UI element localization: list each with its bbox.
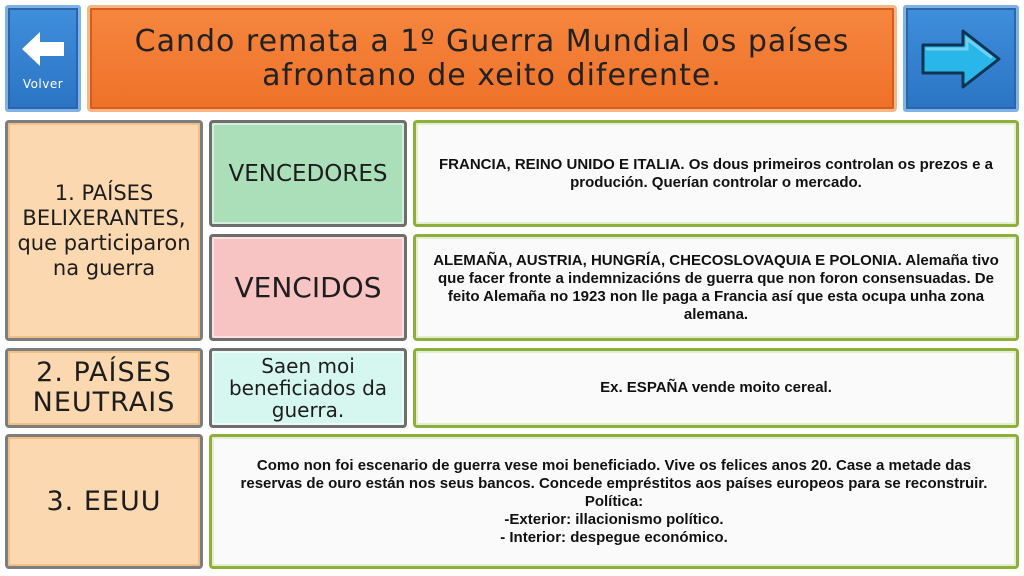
- next-button[interactable]: [903, 5, 1019, 112]
- back-button-label: Volver: [22, 76, 64, 91]
- neutral-countries-label: 2. PAÍSES NEUTRAIS: [5, 348, 203, 428]
- losers-text: ALEMAÑA, AUSTRIA, HUNGRÍA, CHECOSLOVAQUIA E POLONIA. Alemaña tivo que facer fronte a indemnizacións de guerra que non foron consensuadas. De feito Alemaña no 1923 non lle paga a Francia así que esta ocupa unha zona alemana.: [413, 234, 1019, 341]
- neutral-countries-note: Saen moi beneficiados da guerra.: [209, 348, 407, 428]
- losers-label: VENCIDOS: [209, 234, 407, 341]
- usa-label: 3. EEUU: [5, 434, 203, 569]
- page-title: Cando remata a 1º Guerra Mundial os países afrontano de xeito diferente.: [87, 5, 897, 112]
- neutral-countries-text: Ex. ESPAÑA vende moito cereal.: [413, 348, 1019, 428]
- arrow-right-icon: [919, 27, 1003, 91]
- usa-text: Como non foi escenario de guerra vese moi beneficiado. Vive os felices anos 20. Case a metade das reservas de ouro están nos seus bancos. Concede empréstitos aos países europeos para se reconstruir. Política: -Exterior: illacionismo político. - Interior: despegue económico.: [209, 434, 1019, 569]
- winners-label: VENCEDORES: [209, 120, 407, 227]
- belligerent-countries-label: 1. PAÍSES BELIXERANTES, que participaron na guerra: [5, 120, 203, 341]
- back-button[interactable]: [5, 5, 81, 112]
- arrow-left-icon: [18, 27, 68, 71]
- winners-text: FRANCIA, REINO UNIDO E ITALIA. Os dous primeiros controlan os prezos e a produción. Querían controlar o mercado.: [413, 120, 1019, 227]
